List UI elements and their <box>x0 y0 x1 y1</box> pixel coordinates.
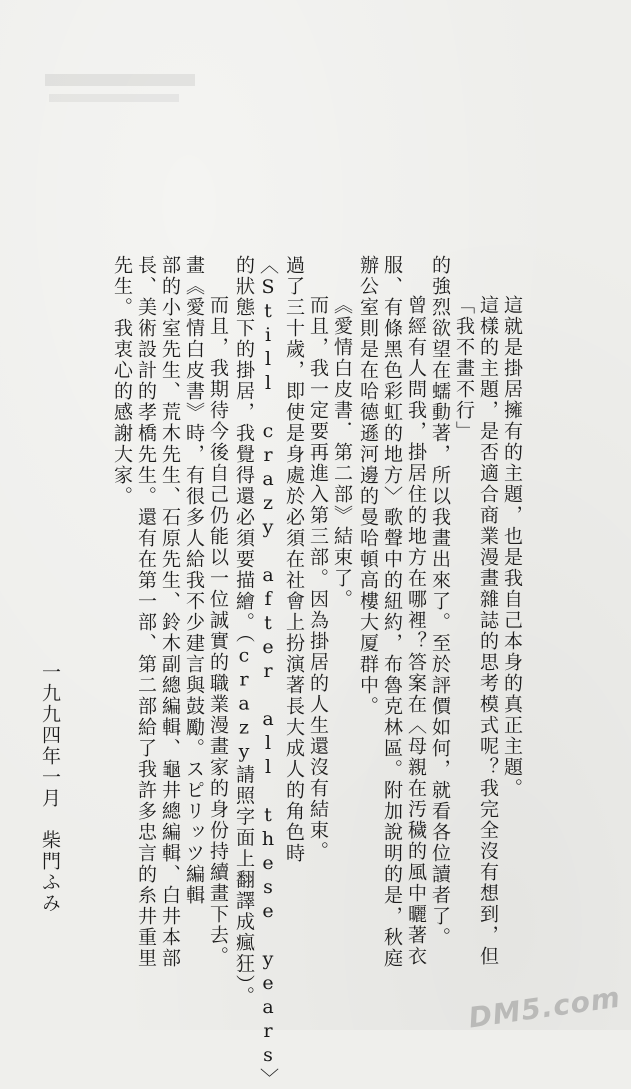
text-column: 而且，我一定要再進入第三部。因為掛居的人生還沒有結束。 <box>307 295 329 862</box>
text-column: 服、有條黑色彩虹的地方〉歌聲中的紐約，布魯克林區。附加說明的是，秋庭 <box>381 255 403 969</box>
text-column: 〈Still crazy after all these years〉 <box>257 255 279 1089</box>
text-column: 長、美術設計的孝橋先生。還有在第一部、第二部給了我許多忠言的糸井重里 <box>135 255 157 969</box>
watermark-logo: DM5.com <box>466 980 623 1035</box>
text-column: 畫《愛情白皮書》時，有很多人給我不少建言與鼓勵。スピリッツ編輯 <box>183 255 205 906</box>
text-column: 辦公室則是在哈德遜河邊的曼哈頓高樓大厦群中。 <box>357 255 379 717</box>
text-column: 《愛情白皮書．第二部》結束了。 <box>331 295 353 610</box>
signature: 一九九四年一月 柴門ふみ <box>39 662 61 914</box>
text-column: 過了三十歲，即使是身處於必須在社會上扮演著長大成人的角色時 <box>283 255 305 864</box>
text-column: 曾經有人問我，掛居住的地方在哪裡？答案在〈母親在汚穢的風中曬著衣 <box>405 295 427 967</box>
text-column: 這樣的主題，是否適合商業漫畫雜誌的思考模式呢？我完全沒有想到，但 <box>477 295 499 967</box>
text-column: 而且，我期待今後自己仍能以一位誠實的職業漫畫家的身份持續畫下去。 <box>207 295 229 967</box>
bleed-through-text <box>45 70 205 112</box>
text-column: 部的小室先生、荒木先生、石原先生、鈴木副總編輯、龜井總編輯、白井本部 <box>159 255 181 969</box>
text-column: 「我不畫不行」 <box>453 295 475 442</box>
text-column: 的強烈欲望在蠕動著，所以我畫出來了。至於評價如何，就看各位讀者了。 <box>429 255 451 948</box>
text-column: 的狀態下的掛居，我覺得還必須要描繪。（crazy請照字面上翻譯成瘋狂）。 <box>233 255 255 1007</box>
text-column: 這就是掛居擁有的主題，也是我自己本身的真正主題。 <box>501 295 523 799</box>
text-column: 先生。我衷心的感謝大家。 <box>111 255 133 507</box>
